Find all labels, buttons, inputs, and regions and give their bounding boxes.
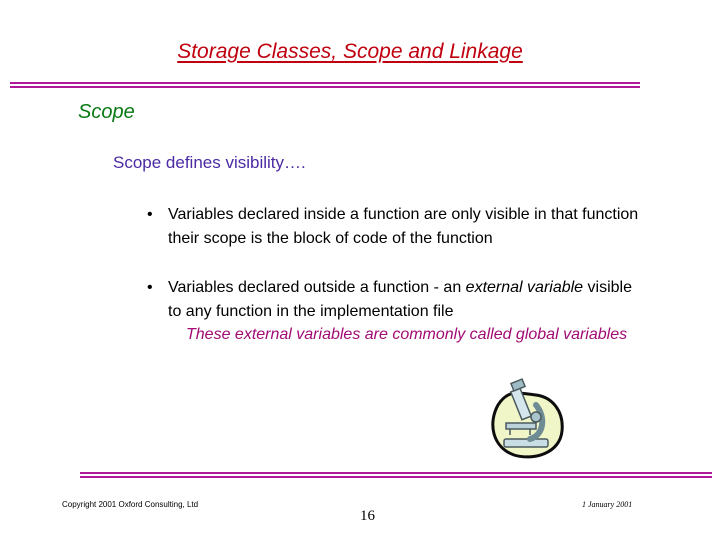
global-variables-note: These external variables are commonly called global variables <box>186 326 628 343</box>
slide-title: Storage Classes, Scope and Linkage <box>177 40 523 63</box>
bullet-text-end: visible to any function in the implementation file <box>168 279 632 320</box>
bullet-text-italic: external variable <box>465 279 584 296</box>
bullet-text <box>168 276 648 324</box>
bullet-marker: • <box>147 206 153 223</box>
page-number: 16 <box>360 508 375 524</box>
bullet-text: Variables declared inside a function are only visible in that function their scope is the block of code of the function <box>168 206 639 247</box>
footer-copyright: Copyright 2001 Oxford Consulting, Ltd <box>62 500 199 509</box>
bottom-divider <box>80 472 712 478</box>
bullet-item-2 <box>147 276 648 324</box>
bullet-text-start: Variables declared outside a function - an <box>168 279 466 296</box>
bullet-item-1 <box>147 203 648 251</box>
top-divider <box>10 82 640 88</box>
microscope-icon <box>478 375 564 461</box>
section-heading: Scope <box>78 101 135 123</box>
footer-date: 1 January 2001 <box>582 500 633 509</box>
bullet-marker: • <box>147 279 153 296</box>
subheading: Scope defines visibility…. <box>113 153 306 172</box>
